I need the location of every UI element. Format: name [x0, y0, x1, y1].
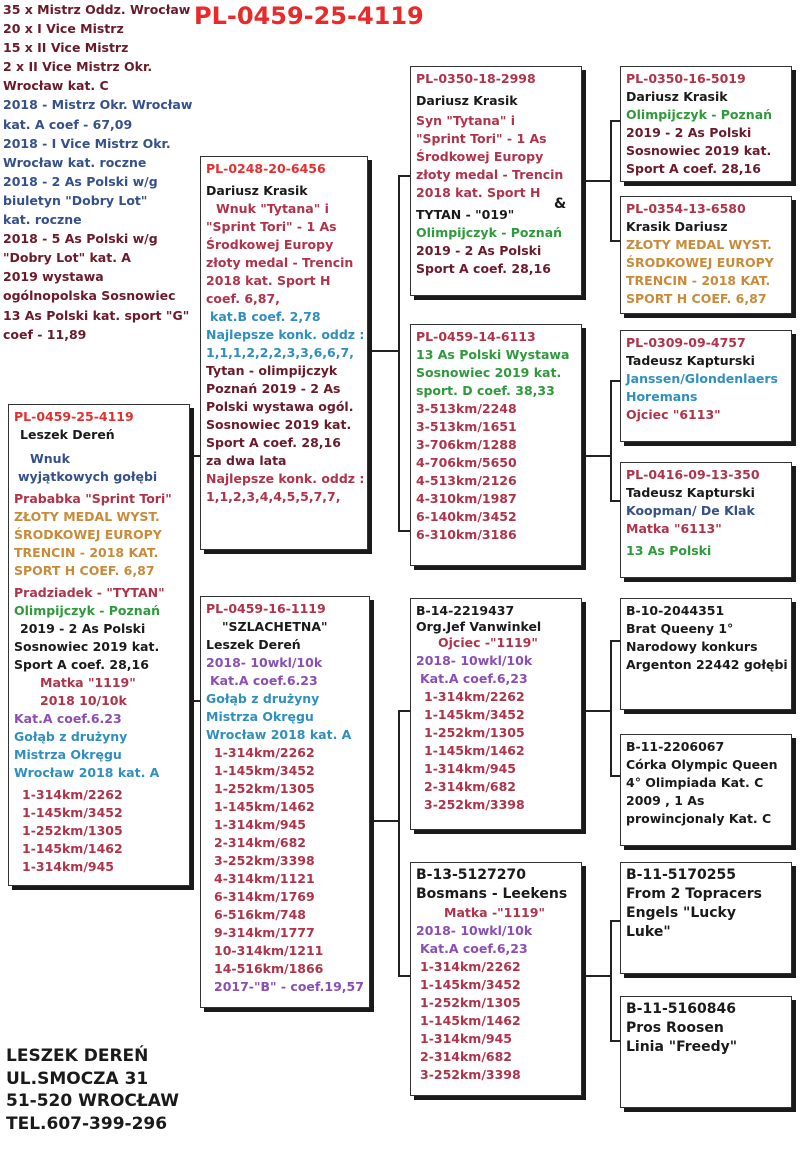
pedigree-note: sport. D coef. 38,33: [416, 383, 555, 398]
achievement-line: 35 x Mistrz Oddz. Wrocław: [3, 2, 191, 17]
connector-line: [398, 175, 400, 532]
dsd-card: [620, 734, 792, 846]
pedigree-note: coef. 6,87,: [206, 291, 280, 306]
pedigree-note: Sosnowiec 2019 kat.: [416, 365, 562, 380]
pedigree-note: 4° Olimpiada Kat. C: [626, 775, 764, 790]
pedigree-note: Wrocław 2018 kat. A: [206, 727, 352, 742]
pedigree-note: Kat.A coef.6,23: [420, 671, 528, 686]
pedigree-note: 2018 kat. Sport H: [206, 273, 331, 288]
ring-number: B-10-2044351: [626, 603, 725, 618]
pigeon-label: Matka -"1119": [444, 905, 545, 920]
pedigree-note: TRENCIN - 2018 KAT.: [14, 545, 159, 560]
race-result: 1-145km/3452: [420, 977, 521, 992]
pedigree-note: Tytan - olimpijczyk: [206, 363, 338, 378]
pedigree-note: From 2 Topracers: [626, 886, 762, 902]
owner-name: Dariusz Krasik: [206, 183, 308, 198]
achievement-line: 2019 wystawa: [3, 269, 104, 285]
contact-street: UL.SMOCZA 31: [6, 1068, 149, 1089]
achievement-line: Wrocław kat. roczne: [3, 154, 147, 170]
dds-card: [620, 862, 792, 974]
pedigree-note: Wnuk: [30, 451, 70, 466]
race-result: 2-314km/682: [214, 835, 306, 850]
ring-number: PL-0350-18-2998: [416, 71, 536, 86]
ring-number: B-11-2206067: [626, 739, 725, 754]
race-result: 1-314km/945: [214, 817, 306, 832]
race-result: 6-516km/748: [214, 907, 306, 922]
pedigree-note: 2019 - 2 As Polski: [20, 621, 146, 636]
race-result: 3-252km/3398: [424, 797, 525, 812]
pedigree-note: za dwa lata: [206, 453, 287, 468]
connector-line: [610, 240, 620, 242]
pedigree-note: Poznań 2019 - 2 As: [206, 381, 341, 396]
pedigree-note: "Sprint Tori" - 1 As: [206, 219, 337, 234]
race-result: 3-513km/2248: [416, 401, 517, 416]
connector-line: [610, 640, 612, 777]
ring-number: PL-0416-09-13-350: [626, 467, 760, 482]
achievement-line: 13 As Polski kat. sport "G": [3, 307, 190, 323]
pedigree-note: Engels "Lucky: [626, 905, 736, 921]
race-result: 3-252km/3398: [214, 853, 315, 868]
ring-number: B-11-5170255: [626, 867, 736, 883]
pedigree-note: Środkowej Europy: [206, 237, 334, 252]
pedigree-note: Gołąb z drużyny: [14, 729, 128, 744]
sss-card: [620, 66, 792, 182]
connector-line: [370, 820, 398, 822]
connector-line: [398, 710, 410, 712]
connector-line: [610, 120, 620, 122]
ring-number: B-13-5127270: [416, 867, 526, 883]
pedigree-note: Kat.A coef.6.23: [14, 711, 122, 726]
pedigree-note: Matka "6113": [626, 521, 722, 536]
race-result: 1-145km/3452: [22, 805, 123, 820]
pedigree-note: Syn "Tytana" i: [416, 113, 515, 128]
race-result: 3-513km/1651: [416, 419, 517, 434]
pedigree-note: Prababka "Sprint Tori": [14, 491, 172, 506]
connector-line: [610, 920, 612, 1042]
pedigree-title: PL-0459-25-4119: [194, 2, 424, 30]
pedigree-note: Córka Olympic Queen: [626, 757, 778, 772]
pedigree-note: Sosnowiec 2019 kat.: [14, 639, 160, 654]
achievement-line: ogólnopolska Sosnowiec: [3, 288, 176, 304]
connector-line: [582, 455, 610, 457]
pedigree-note: 1,1,1,2,2,2,3,3,6,6,7,: [206, 345, 354, 360]
race-result: 1-314km/2262: [214, 745, 315, 760]
pedigree-note: Linia "Freedy": [626, 1039, 738, 1055]
race-result: 1-314km/945: [424, 761, 516, 776]
pigeon-name: "SZLACHETNA": [222, 619, 328, 634]
owner-name: Tadeusz Kapturski: [626, 485, 755, 500]
race-result: 4-706km/5650: [416, 455, 517, 470]
achievement-line: kat. A coef - 67,09: [3, 116, 133, 132]
owner-name: Tadeusz Kapturski: [626, 353, 755, 368]
pedigree-note: Sport A coef. 28,16: [206, 435, 341, 450]
owner-name: Leszek Dereń: [20, 427, 115, 442]
pedigree-note: złoty medal - Trencin: [206, 255, 354, 270]
sdd-card: [620, 462, 792, 578]
pedigree-note: 2018- 10wkl/10k: [206, 655, 323, 670]
ring-number: PL-0248-20-6456: [206, 161, 326, 176]
pedigree-note: kat.B coef. 2,78: [210, 309, 321, 324]
pedigree-note: złoty medal - Trencin: [416, 167, 564, 182]
pigeon-label: Ojciec -"1119": [438, 635, 538, 650]
pedigree-note: Wrocław 2018 kat. A: [14, 765, 160, 780]
ring-number: PL-0354-13-6580: [626, 201, 746, 216]
owner-name: Krasik Dariusz: [626, 219, 728, 234]
race-result: 1-145km/3452: [424, 707, 525, 722]
subject-pigeon-card: [8, 404, 190, 886]
owner-name: Bosmans - Leekens: [416, 886, 568, 902]
connector-line: [610, 775, 620, 777]
pedigree-note: Kat.A coef.6,23: [420, 941, 528, 956]
achievement-line: 2018 - Mistrz Okr. Wrocław: [3, 97, 193, 113]
pedigree-note: Pros Roosen: [626, 1020, 724, 1036]
achievement-line: 15 x II Vice Mistrz: [3, 40, 129, 56]
connector-line: [190, 455, 192, 702]
pedigree-note: Sosnowiec 2019 kat.: [626, 143, 772, 158]
ampersand: &: [554, 196, 567, 212]
connector-line: [582, 710, 610, 712]
pedigree-note: Sosnowiec 2019 kat.: [206, 417, 352, 432]
dam-dam-card: [410, 862, 582, 1096]
pedigree-note: 2009 , 1 As: [626, 793, 705, 808]
pedigree-note: ZŁOTY MEDAL WYST.: [626, 237, 772, 252]
ring-number: PL-0350-16-5019: [626, 71, 746, 86]
contact-phone: TEL.607-399-296: [6, 1113, 168, 1134]
pedigree-note: Sport A coef. 28,16: [626, 161, 761, 176]
breeder-achievements: [3, 0, 192, 344]
pedigree-note: 2017-"B" - coef.19,57: [214, 979, 364, 994]
pedigree-note: Mistrza Okręgu: [14, 747, 122, 762]
pedigree-note: Sport A coef. 28,16: [416, 261, 551, 276]
ring-number: B-11-5160846: [626, 1001, 736, 1017]
pedigree-note: 2018 kat. Sport H: [416, 185, 541, 200]
race-result: 10-314km/1211: [214, 943, 324, 958]
sire-dam-card: [410, 324, 582, 566]
breeder-contact: [6, 1045, 179, 1135]
pedigree-note: Mistrza Okręgu: [206, 709, 314, 724]
pedigree-note: wyjątkowych gołębi: [18, 469, 158, 484]
achievement-line: coef - 11,89: [3, 326, 87, 342]
pedigree-note: TRENCIN - 2018 KAT.: [626, 273, 771, 288]
pedigree-note: 13 As Polski Wystawa: [416, 347, 570, 362]
connector-line: [610, 1040, 620, 1042]
pedigree-note: Pradziadek - "TYTAN": [14, 585, 165, 600]
contact-name: LESZEK DEREŃ: [6, 1046, 149, 1066]
pedigree-note: 2018- 10wkl/10k: [416, 923, 533, 938]
race-result: 3-706km/1288: [416, 437, 517, 452]
pedigree-note: Środkowej Europy: [416, 149, 544, 164]
race-result: 1-252km/1305: [22, 823, 123, 838]
ring-number: PL-0459-16-1119: [206, 601, 326, 616]
contact-city: 51-520 WROCŁAW: [6, 1091, 179, 1111]
pedigree-note: Gołąb z drużyny: [206, 691, 320, 706]
sire-sire-card: [410, 66, 582, 296]
pedigree-note: Ojciec "6113": [626, 407, 721, 422]
race-result: 6-314km/1769: [214, 889, 315, 904]
pedigree-note: 2019 - 2 As Polski: [626, 125, 752, 140]
pedigree-note: ZŁOTY MEDAL WYST.: [14, 509, 160, 524]
achievement-line: 2018 - I Vice Mistrz Okr.: [3, 135, 171, 151]
race-result: 1-252km/1305: [214, 781, 315, 796]
pedigree-note: Najlepsze konk. oddz :: [206, 327, 365, 342]
pedigree-note: Koopman/ De Klak: [626, 503, 755, 518]
sds-card: [620, 330, 792, 442]
race-result: 1-145km/1462: [214, 799, 315, 814]
achievement-line: biuletyn "Dobry Lot": [3, 192, 148, 208]
pedigree-note: TYTAN - "019": [416, 207, 515, 222]
pedigree-note: Polski wystawa ogól.: [206, 399, 354, 414]
pedigree-note: Horemans: [626, 389, 698, 404]
connector-line: [610, 640, 620, 642]
pedigree-note: Wnuk "Tytana" i: [216, 201, 329, 216]
race-result: 3-252km/3398: [420, 1067, 521, 1082]
achievement-line: Wrocław kat. C: [3, 78, 109, 94]
connector-line: [582, 975, 610, 977]
pedigree-note: Olimpijczyk - Poznań: [626, 107, 773, 122]
race-result: 4-310km/1987: [416, 491, 517, 506]
pedigree-note: Janssen/Glondenlaers: [626, 371, 778, 386]
ring-number: B-14-2219437: [416, 603, 515, 618]
sire-card: [200, 156, 368, 550]
race-result: 1-314km/2262: [424, 689, 525, 704]
pedigree-note: Argenton 22442 gołębi: [626, 657, 788, 672]
achievement-line: 20 x I Vice Mistrz: [3, 21, 124, 37]
pedigree-note: Kat.A coef.6.23: [210, 673, 318, 688]
pedigree-note: Narodowy konkurs: [626, 639, 758, 654]
pedigree-note: SPORT H COEF. 6,87: [14, 563, 155, 578]
race-result: 14-516km/1866: [214, 961, 324, 976]
achievement-line: kat. roczne: [3, 212, 82, 228]
pedigree-note: SPORT H COEF. 6,87: [626, 291, 767, 306]
race-result: 1-145km/3452: [214, 763, 315, 778]
race-result: 1-145km/1462: [22, 841, 123, 856]
race-result: 2-314km/682: [424, 779, 516, 794]
pedigree-note: ŚRODKOWEJ EUROPY: [626, 255, 774, 270]
ring-number: PL-0309-09-4757: [626, 335, 746, 350]
achievement-line: 2 x II Vice Mistrz Okr.: [3, 59, 153, 75]
race-result: 2-314km/682: [420, 1049, 512, 1064]
pedigree-note: Olimpijczyk - Poznań: [416, 225, 563, 240]
race-result: 4-513km/2126: [416, 473, 517, 488]
pedigree-note: Matka "1119": [40, 675, 136, 690]
dam-card: [200, 596, 370, 1008]
achievement-line: "Dobry Lot" kat. A: [3, 250, 131, 266]
dss-card: [620, 598, 792, 710]
pedigree-note: 2019 - 2 As Polski: [416, 243, 542, 258]
connector-line: [582, 180, 610, 182]
dam-sire-card: [410, 598, 582, 830]
race-result: 1-252km/1305: [424, 725, 525, 740]
pedigree-note: 13 As Polski: [626, 543, 712, 558]
race-result: 9-314km/1777: [214, 925, 315, 940]
connector-line: [610, 920, 620, 922]
pedigree-note: Olimpijczyk - Poznań: [14, 603, 161, 618]
pedigree-note: Najlepsze konk. oddz :: [206, 471, 365, 486]
race-result: 1-252km/1305: [420, 995, 521, 1010]
race-result: 1-314km/945: [22, 859, 114, 874]
pedigree-note: Brat Queeny 1°: [626, 621, 734, 636]
achievement-line: 2018 - 5 As Polski w/g: [3, 231, 158, 247]
pedigree-note: "Sprint Tori" - 1 As: [416, 131, 547, 146]
connector-line: [368, 350, 398, 352]
connector-line: [610, 120, 612, 242]
race-result: 1-145km/1462: [424, 743, 525, 758]
connector-line: [398, 975, 410, 977]
ssd-card: [620, 196, 792, 314]
connector-line: [398, 710, 400, 977]
race-result: 1-145km/1462: [420, 1013, 521, 1028]
owner-name: Leszek Dereń: [206, 637, 301, 652]
pedigree-note: ŚRODKOWEJ EUROPY: [14, 527, 162, 542]
race-result: 6-140km/3452: [416, 509, 517, 524]
owner-name: Org.Jef Vanwinkel: [416, 619, 542, 634]
connector-line: [610, 500, 620, 502]
connector-line: [610, 380, 612, 502]
connector-line: [610, 380, 620, 382]
pedigree-note: 2018 10/10k: [40, 693, 127, 708]
ring-number: PL-0459-25-4119: [14, 409, 134, 424]
pedigree-note: prowincjonaly Kat. C: [626, 811, 772, 826]
pedigree-note: 1,1,2,3,4,4,5,5,7,7,: [206, 489, 341, 504]
race-result: 1-314km/945: [420, 1031, 512, 1046]
pedigree-note: 2018- 10wkl/10k: [416, 653, 533, 668]
pedigree-note: Luke": [626, 924, 671, 940]
connector-line: [398, 175, 410, 177]
achievement-line: 2018 - 2 As Polski w/g: [3, 173, 158, 189]
race-result: 6-310km/3186: [416, 527, 517, 542]
ddd-card: [620, 996, 792, 1108]
connector-line: [398, 530, 410, 532]
owner-name: Dariusz Krasik: [416, 93, 518, 108]
race-result: 4-314km/1121: [214, 871, 315, 886]
owner-name: Dariusz Krasik: [626, 89, 728, 104]
ring-number: PL-0459-14-6113: [416, 329, 536, 344]
pedigree-note: Sport A coef. 28,16: [14, 657, 149, 672]
race-result: 1-314km/2262: [22, 787, 123, 802]
race-result: 1-314km/2262: [420, 959, 521, 974]
